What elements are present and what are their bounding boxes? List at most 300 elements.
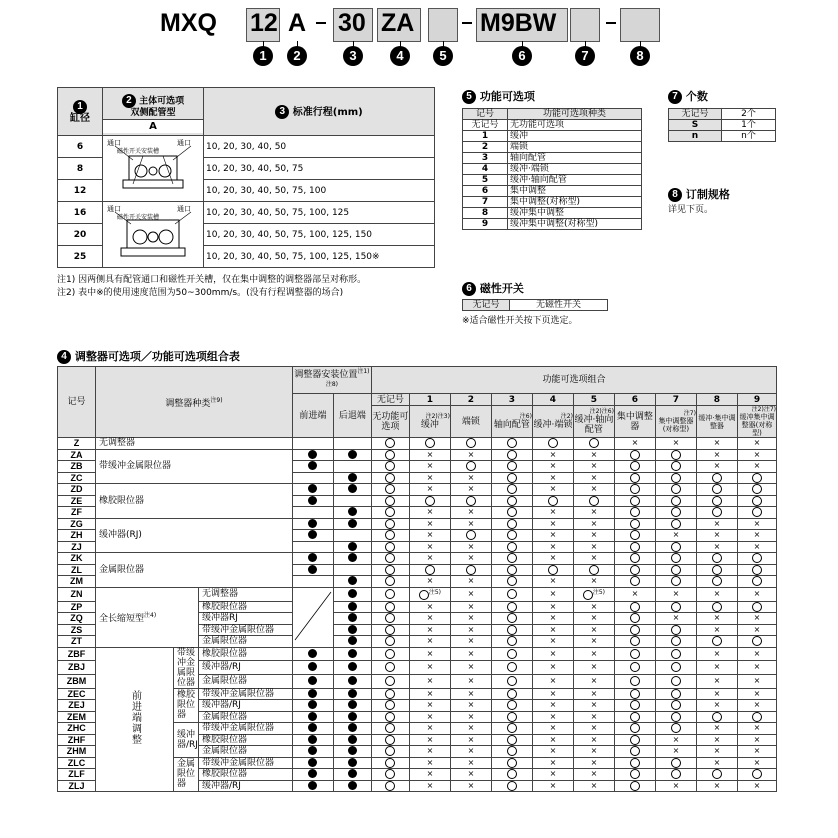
combo-value (371, 576, 409, 588)
combo-value (573, 723, 614, 735)
combo-type: 橡胶限位器 (198, 769, 292, 781)
circle-icon (466, 530, 476, 540)
combo-value (371, 518, 409, 530)
cross-icon: × (713, 530, 721, 540)
combo-code: ZP (58, 601, 96, 613)
combo-value (696, 674, 737, 688)
circle-icon (507, 496, 517, 506)
combo-value (450, 507, 491, 519)
combo-value (573, 449, 614, 461)
cross-icon: × (467, 648, 475, 658)
combo-value (614, 553, 655, 565)
func-name-header (371, 406, 409, 438)
cross-icon: × (467, 688, 475, 698)
circle-icon (671, 496, 681, 506)
switch-section-title (462, 280, 524, 296)
filled-dot-icon (308, 689, 317, 698)
cross-icon: × (467, 484, 475, 494)
front-mark (292, 674, 333, 688)
circle-icon (630, 519, 640, 529)
circle-icon (712, 576, 722, 586)
combo-value (573, 661, 614, 675)
circle-icon (507, 735, 517, 745)
combo-value (409, 613, 450, 625)
combo-value (532, 438, 573, 450)
func-code: 6 (463, 186, 508, 197)
combo-value (573, 576, 614, 588)
circle-icon (712, 636, 722, 646)
combo-value (696, 688, 737, 700)
circle-number: 4 (57, 350, 71, 364)
cross-icon: × (467, 613, 475, 623)
combo-value (371, 688, 409, 700)
back-mark (333, 688, 371, 700)
func-name-header (696, 406, 737, 438)
combo-value (655, 530, 696, 542)
combo-pos-header (292, 367, 371, 394)
combo-value (655, 757, 696, 769)
combo-value (409, 541, 450, 553)
circle-number: 6 (462, 282, 476, 296)
port-label: 通口 (177, 139, 191, 147)
combo-code: ZHC (58, 723, 96, 735)
combo-value (573, 553, 614, 565)
combo-table (57, 366, 777, 792)
filled-dot-icon (308, 723, 317, 732)
cross-icon: × (426, 757, 434, 767)
circle-icon (385, 565, 395, 575)
cross-icon: × (426, 507, 434, 517)
combo-code: ZJ (58, 541, 96, 553)
cross-icon: × (549, 711, 557, 721)
circle-icon (630, 649, 640, 659)
front-mark (292, 518, 333, 530)
combo-value (450, 553, 491, 565)
combo-code: ZD (58, 484, 96, 496)
combo-value (491, 601, 532, 613)
filled-dot-icon (348, 589, 357, 598)
circle-icon (712, 473, 722, 483)
switch-title: 磁性开关 (479, 282, 524, 295)
combo-value (737, 564, 776, 576)
circle-icon (507, 746, 517, 756)
combo-value (371, 711, 409, 723)
circle-icon (671, 700, 681, 710)
circle-icon (385, 602, 395, 612)
combo-value (737, 613, 776, 625)
circle-icon (385, 542, 395, 552)
cross-icon: × (426, 553, 434, 563)
circle-icon (507, 461, 517, 471)
combo-value (614, 661, 655, 675)
combo-value (491, 541, 532, 553)
combo-code: ZBM (58, 674, 96, 688)
position-marker: 3 (343, 46, 363, 66)
combo-value (573, 757, 614, 769)
qty-code: S (669, 120, 722, 131)
combo-value (371, 647, 409, 661)
option-header (103, 88, 204, 136)
stroke-cell: 10, 20, 30, 40, 50 (204, 136, 435, 158)
front-mark (292, 780, 333, 792)
back-mark (333, 624, 371, 636)
combo-value (409, 769, 450, 781)
cross-icon: × (549, 757, 557, 767)
combo-value (737, 661, 776, 675)
cross-icon: × (467, 711, 475, 721)
combo-value (450, 576, 491, 588)
circle-icon (671, 712, 681, 722)
combo-code: ZB (58, 461, 96, 473)
back-mark (333, 484, 371, 496)
front-adjust-text: 前进端调整 (129, 690, 141, 746)
func-name-text: 集中调整器 (616, 411, 653, 432)
combo-value (491, 780, 532, 792)
combo-value (737, 780, 776, 792)
cross-icon: × (426, 676, 434, 686)
cross-icon: × (672, 734, 680, 744)
combo-value (655, 461, 696, 473)
circle-icon (752, 712, 762, 722)
combo-code: ZG (58, 518, 96, 530)
qty-title: 个数 (685, 90, 708, 103)
combo-value (573, 461, 614, 473)
model-prefix: MXQ (160, 9, 217, 37)
circle-icon (507, 758, 517, 768)
combo-value (696, 647, 737, 661)
combo-value (614, 624, 655, 636)
combo-type: 橡胶限位器 (198, 601, 292, 613)
combo-value (371, 780, 409, 792)
combo-value (614, 769, 655, 781)
combo-value (491, 647, 532, 661)
filled-dot-icon (348, 636, 357, 645)
filled-dot-icon (348, 613, 357, 622)
cross-icon: × (590, 601, 598, 611)
combo-value (655, 723, 696, 735)
front-mark (292, 723, 333, 735)
combo-code: ZT (58, 636, 96, 648)
back-mark (333, 553, 371, 565)
custom-box (620, 8, 660, 42)
back-mark (333, 647, 371, 661)
combo-row (58, 484, 777, 496)
cross-icon: × (426, 461, 434, 471)
circle-icon (589, 438, 599, 448)
custom-desc: 详见下页。 (668, 205, 714, 215)
combo-value (737, 587, 776, 601)
combo-value (614, 484, 655, 496)
combo-value (655, 438, 696, 450)
combo-value (409, 647, 450, 661)
cross-icon: × (467, 746, 475, 756)
front-mark (292, 472, 333, 484)
pos-header-text: 调整器安装位置 (294, 370, 358, 380)
front-mark (292, 688, 333, 700)
combo-value (491, 688, 532, 700)
cross-icon: × (467, 723, 475, 733)
circle-icon (466, 461, 476, 471)
circle-icon (507, 542, 517, 552)
cross-icon: × (631, 438, 639, 448)
cross-icon: × (713, 438, 721, 448)
bore-header (58, 88, 103, 136)
combo-value (573, 647, 614, 661)
stroke-cell: 10, 20, 30, 40, 50, 75, 100, 125, 150 (204, 224, 435, 246)
cross-icon: × (713, 518, 721, 528)
combo-value (450, 674, 491, 688)
circle-icon (712, 553, 722, 563)
circle-icon (671, 723, 681, 733)
cross-icon: × (590, 662, 598, 672)
circle-icon (752, 576, 762, 586)
combo-value (450, 711, 491, 723)
combo-value (655, 449, 696, 461)
qty-value: 1个 (722, 120, 776, 131)
circle-icon (752, 484, 762, 494)
cross-icon: × (549, 613, 557, 623)
qty-section-title (668, 88, 708, 104)
circle-icon (385, 473, 395, 483)
front-mark (292, 553, 333, 565)
func-title: 功能可选项 (479, 90, 535, 103)
cross-icon: × (753, 688, 761, 698)
cross-icon: × (753, 734, 761, 744)
combo-value (655, 495, 696, 507)
combo-value (371, 472, 409, 484)
cross-icon: × (713, 662, 721, 672)
combo-value (532, 711, 573, 723)
combo-value (371, 507, 409, 519)
circle-icon (425, 496, 435, 506)
func-note: 注7) (683, 410, 696, 417)
combo-value (573, 700, 614, 712)
combo-value (573, 518, 614, 530)
func-name-text: 缓冲集中调整器(对称型) (739, 413, 775, 437)
filled-dot-icon (308, 712, 317, 721)
circle-icon (385, 649, 395, 659)
combo-value (532, 723, 573, 735)
cross-icon: × (426, 780, 434, 790)
combo-value (532, 700, 573, 712)
combo-value (450, 757, 491, 769)
circle-icon (507, 576, 517, 586)
code-dash (462, 22, 472, 24)
func-name-header (614, 406, 655, 438)
func-name: 缓冲集中调整 (508, 208, 642, 219)
filled-dot-icon (308, 735, 317, 744)
circle-icon (671, 553, 681, 563)
combo-value (491, 438, 532, 450)
combo-code: ZHM (58, 746, 96, 758)
cross-icon: × (467, 449, 475, 459)
combo-value (573, 438, 614, 450)
circle-icon (712, 484, 722, 494)
circle-icon (507, 473, 517, 483)
combo-value (491, 553, 532, 565)
back-mark (333, 541, 371, 553)
combo-code: ZBJ (58, 661, 96, 675)
combo-section-title (57, 348, 240, 364)
combo-value (573, 484, 614, 496)
combo-value (409, 438, 450, 450)
cross-icon: × (753, 613, 761, 623)
combo-value (614, 449, 655, 461)
circle-icon (385, 636, 395, 646)
combo-func-header: 功能可选项组合 (371, 367, 776, 394)
circle-icon (630, 676, 640, 686)
circle-icon (385, 746, 395, 756)
cross-icon: × (753, 648, 761, 658)
cross-icon: × (713, 541, 721, 551)
cross-icon: × (467, 553, 475, 563)
combo-value (450, 688, 491, 700)
combo-value (737, 449, 776, 461)
cross-icon: × (753, 723, 761, 733)
code-dash (316, 22, 326, 24)
combo-type: 无调整器 (198, 587, 292, 601)
filled-dot-icon (308, 450, 317, 459)
combo-value (655, 711, 696, 723)
circle-icon (752, 507, 762, 517)
combo-value (655, 769, 696, 781)
combo-value (696, 564, 737, 576)
func-name-text: 集中调整器(对称型) (658, 417, 694, 433)
switch-table (462, 299, 608, 311)
combo-value (573, 507, 614, 519)
note-1: 注1) 因两侧具有配管通口和磁性开关槽，仅在集中调整的调整器部呈对称形。 (57, 275, 367, 285)
combo-group-label: 金属限位器 (174, 757, 199, 792)
combo-value (737, 734, 776, 746)
combo-value (614, 564, 655, 576)
back-mark (333, 587, 371, 601)
cross-icon: × (753, 518, 761, 528)
func-name: 轴向配管 (508, 153, 642, 164)
cross-icon: × (713, 613, 721, 623)
position-marker: 7 (575, 46, 595, 66)
combo-value (614, 757, 655, 769)
func-name-header (491, 406, 532, 438)
front-adjust-label (96, 647, 174, 792)
combo-code: ZL (58, 564, 96, 576)
combo-value (491, 461, 532, 473)
combo-value (573, 495, 614, 507)
combo-value (737, 723, 776, 735)
func-name-header (409, 406, 450, 438)
func-note: 注2) (560, 413, 573, 420)
combo-value (655, 541, 696, 553)
cross-icon: × (426, 746, 434, 756)
pos-header-note: 注1)注8) (325, 368, 370, 388)
circle-icon (630, 450, 640, 460)
cross-icon: × (590, 723, 598, 733)
combo-code: ZA (58, 449, 96, 461)
model-stroke: 30 (338, 9, 366, 37)
filled-dot-icon (348, 712, 357, 721)
combo-value (737, 530, 776, 542)
combo-row (58, 438, 777, 450)
combo-value (532, 636, 573, 648)
filled-dot-icon (348, 649, 357, 658)
back-mark (333, 723, 371, 735)
combo-value (491, 518, 532, 530)
circle-icon (712, 507, 722, 517)
func-code: 3 (463, 153, 508, 164)
combo-group-label: 带缓冲金属限位器 (174, 647, 199, 688)
circle-icon (507, 589, 517, 599)
combo-value (737, 541, 776, 553)
combo-value (614, 734, 655, 746)
switch-note: ※适合磁性开关按下页选定。 (462, 316, 578, 326)
cross-icon: × (590, 711, 598, 721)
combo-value (737, 507, 776, 519)
cross-icon: × (590, 541, 598, 551)
combo-value (614, 674, 655, 688)
func-name: 集中调整 (508, 186, 642, 197)
combo-value (371, 613, 409, 625)
cross-icon: × (467, 700, 475, 710)
combo-code: ZEM (58, 711, 96, 723)
front-mark (292, 449, 333, 461)
combo-value (696, 601, 737, 613)
combo-row (58, 553, 777, 565)
bore-cell: 16 (58, 202, 103, 224)
cross-icon: × (590, 688, 598, 698)
circle-icon (385, 484, 395, 494)
circle-icon (385, 723, 395, 733)
filled-dot-icon (348, 542, 357, 551)
combo-value (491, 495, 532, 507)
circle-icon (507, 676, 517, 686)
back-header: 后退端 (333, 394, 371, 438)
combo-value (450, 647, 491, 661)
type-header-text: 调整器种类 (165, 398, 211, 409)
combo-value (614, 647, 655, 661)
func-name: 无功能可选项 (508, 120, 642, 131)
cross-icon: × (549, 449, 557, 459)
cross-icon: × (426, 648, 434, 658)
combo-value (532, 688, 573, 700)
combo-value (737, 688, 776, 700)
circle-icon (507, 519, 517, 529)
circle-icon (425, 565, 435, 575)
cross-icon: × (426, 636, 434, 646)
back-mark (333, 472, 371, 484)
cross-icon: × (753, 449, 761, 459)
combo-value (573, 624, 614, 636)
combo-value (371, 624, 409, 636)
combo-value (491, 530, 532, 542)
back-mark (333, 507, 371, 519)
circle-icon (548, 565, 558, 575)
combo-value (614, 530, 655, 542)
cross-icon: × (713, 757, 721, 767)
combo-value (371, 461, 409, 473)
circle-icon (385, 712, 395, 722)
combo-value (696, 780, 737, 792)
func-code: 7 (463, 197, 508, 208)
cross-icon: × (467, 636, 475, 646)
combo-value (737, 553, 776, 565)
func-num-header: 无记号 (371, 394, 409, 406)
func-num-header: 6 (614, 394, 655, 406)
filled-dot-icon (348, 576, 357, 585)
combo-value (655, 688, 696, 700)
position-marker: 2 (287, 46, 307, 66)
combo-value (371, 587, 409, 601)
combo-value (696, 438, 737, 450)
func-name: 缓冲·轴向配管 (508, 175, 642, 186)
